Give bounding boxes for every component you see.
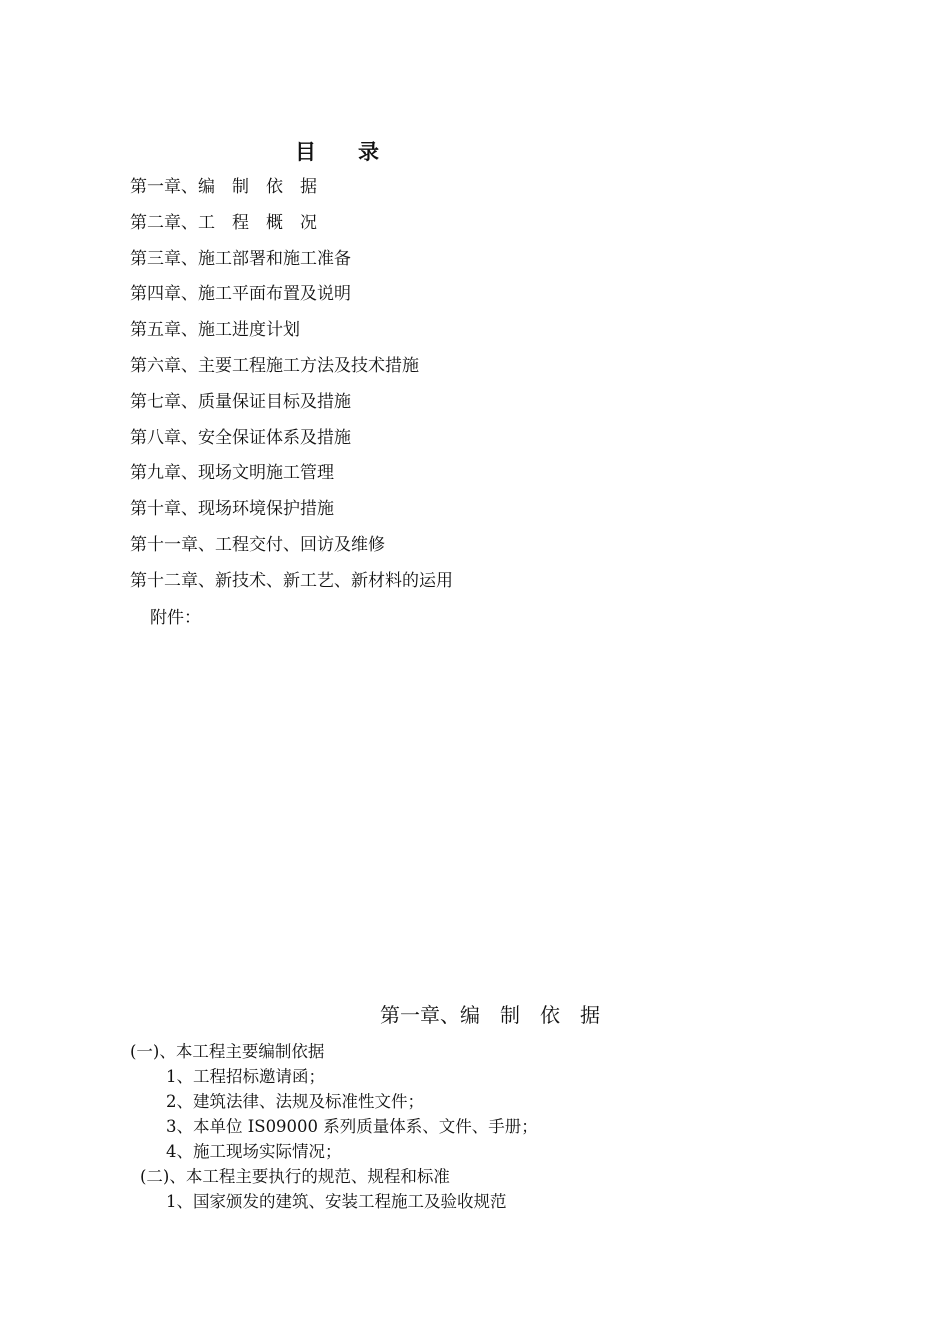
section-2-item-1: 1、国家颁发的建筑、安装工程施工及验收规范 (166, 1192, 507, 1211)
toc-title: 目 录 (295, 139, 379, 164)
section-1-title: (一)、本工程主要编制依据 (130, 1042, 325, 1061)
toc-item-chapter-1: 第一章、编 制 依 据 (130, 177, 317, 197)
toc-item-chapter-5: 第五章、施工进度计划 (130, 320, 300, 341)
chapter-1-heading: 第一章、编 制 依 据 (380, 1003, 600, 1027)
toc-item-chapter-3: 第三章、施工部署和施工准备 (130, 248, 351, 269)
toc-item-chapter-12: 第十二章、新技术、新工艺、新材料的运用 (130, 570, 453, 591)
toc-item-chapter-10: 第十章、现场环境保护措施 (130, 499, 334, 520)
toc-item-chapter-4: 第四章、施工平面布置及说明 (130, 284, 351, 305)
section-1-item-2: 2、建筑法律、法规及标准性文件； (166, 1092, 424, 1111)
toc-item-chapter-9: 第九章、现场文明施工管理 (130, 463, 334, 484)
section-1-item-3: 3、本单位 IS09000 系列质量体系、文件、手册； (166, 1117, 538, 1136)
section-2-title: (二)、本工程主要执行的规范、规程和标准 (140, 1167, 450, 1186)
section-1-item-1: 1、工程招标邀请函； (166, 1067, 325, 1086)
toc-item-chapter-11: 第十一章、工程交付、回访及维修 (130, 534, 385, 555)
toc-item-chapter-8: 第八章、安全保证体系及措施 (130, 427, 351, 448)
toc-item-chapter-2: 第二章、工 程 概 况 (130, 212, 317, 233)
toc-item-chapter-7: 第七章、质量保证目标及措施 (130, 391, 351, 412)
toc-item-chapter-6: 第六章、主要工程施工方法及技术措施 (130, 355, 419, 376)
toc-appendix: 附件： (150, 608, 201, 628)
toc-list (130, 170, 453, 600)
section-1-item-4: 4、施工现场实际情况； (166, 1142, 342, 1161)
